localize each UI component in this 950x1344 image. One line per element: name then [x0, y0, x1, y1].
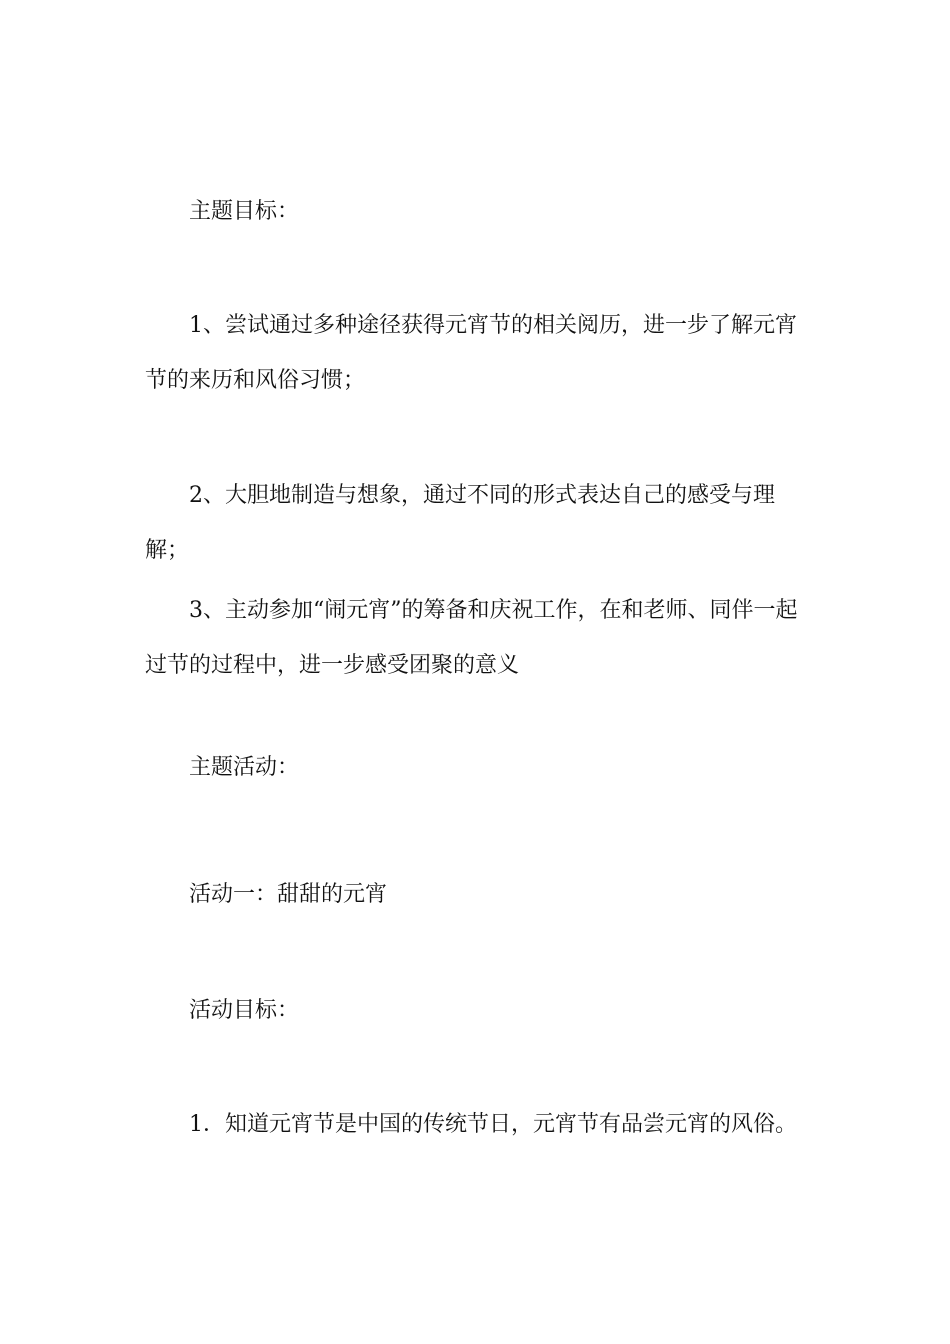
heading-activity-goals: 活动目标：: [189, 998, 300, 1023]
heading-theme-goals: 主题目标：: [189, 199, 300, 224]
activity-goal-item-1: 1．知道元宵节是中国的传统节日，元宵节有品尝元宵的风俗。: [189, 1112, 797, 1137]
goal-item-3: 3、主动参加“闹元宵”的筹备和庆祝工作，在和老师、同伴一起过节的过程中，进一步感受团聚的意义: [145, 598, 798, 678]
heading-theme-activities: 主题活动：: [189, 755, 300, 780]
goal-item-2: 2、大胆地制造与想象，通过不同的形式表达自己的感受与理解；: [145, 483, 775, 563]
activity-1-title: 活动一：甜甜的元宵: [189, 882, 388, 907]
goal-item-1: 1、尝试通过多种途径获得元宵节的相关阅历，进一步了解元宵节的来历和风俗习惯；: [145, 313, 797, 393]
